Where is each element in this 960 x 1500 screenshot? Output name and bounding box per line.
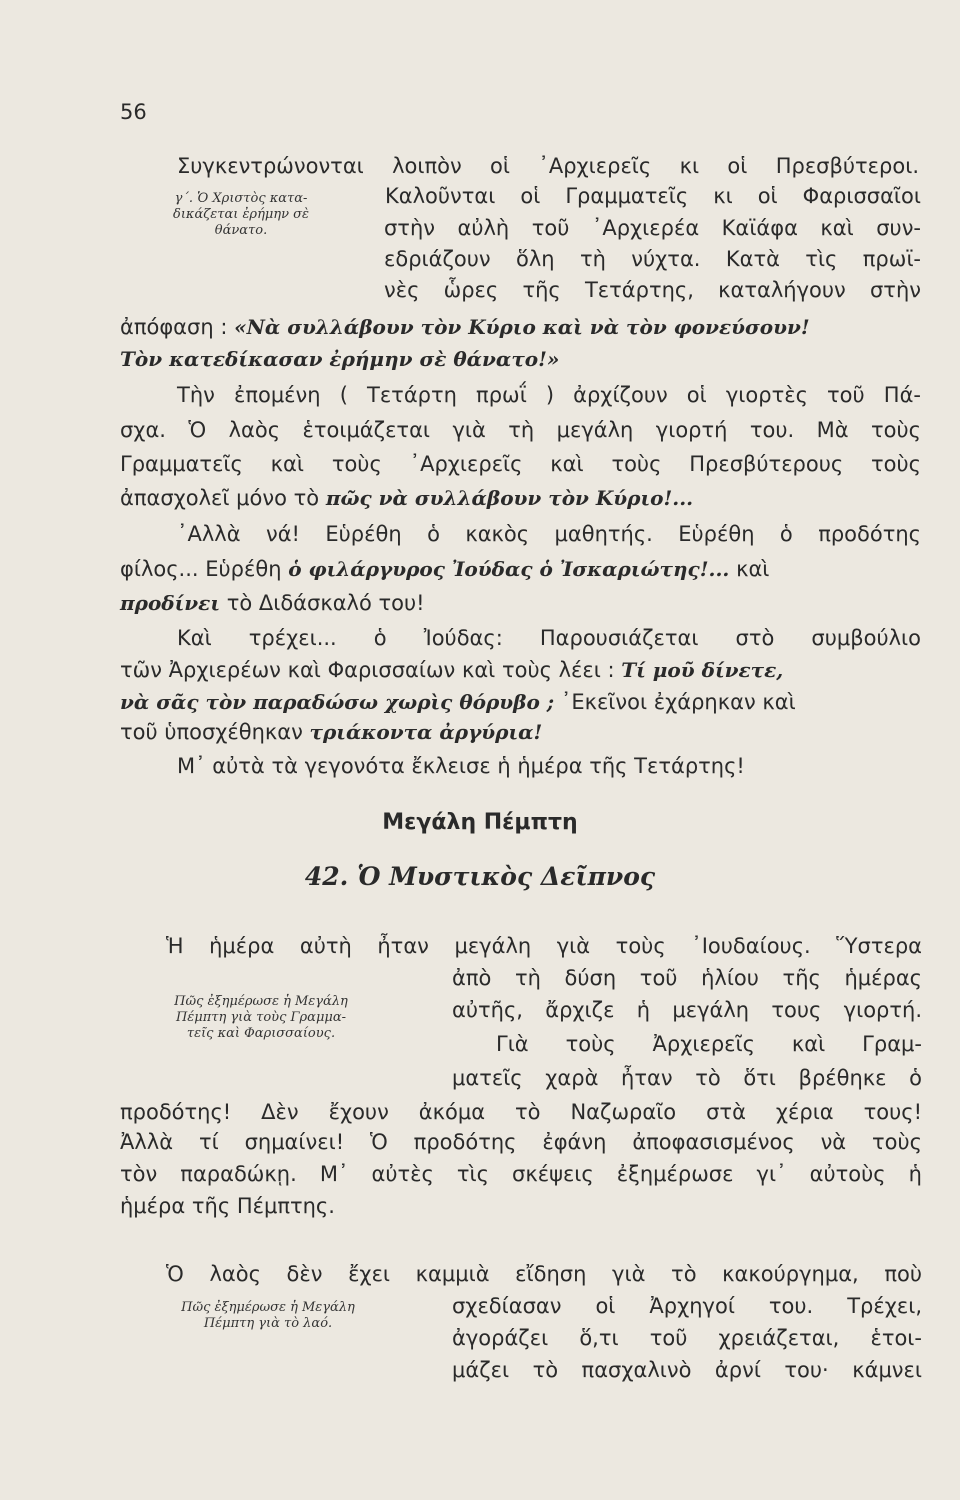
text-line [120,313,810,341]
text-line [120,589,425,617]
text-run: τὸ Διδάσκαλό του! [220,591,425,615]
emphasis-text: πῶς νὰ συλλάβουν τὸν Κύριο!... [325,486,694,510]
text-run: τῶν Ἀρχιερέων καὶ Φαρισσαίων καὶ τοὺς λέει : [120,658,622,682]
margin-note-line: τεῖς καὶ Φαρισσαίους. [186,1026,336,1041]
text-line: Συγκεντρώνονται λοιπὸν οἱ ᾿Αρχιερεῖς κι οἱ Πρεσβύτεροι. [177,154,919,178]
emphasis-text: Τὸν κατεδίκασαν ἐρήμην σὲ θάνατο!» [120,347,560,371]
text-line [120,555,769,583]
emphasis-text: νὰ σᾶς τὸν παραδώσω χωρὶς θόρυβο ; [120,690,555,714]
margin-note [128,1300,408,1332]
text-line: ἡμέρα τῆς Πέμπτης. [120,1194,335,1218]
text-line: Ἀλλὰ τί σημαίνει! Ὁ προδότης ἐφάνη ἀποφασισμένος νὰ τοὺς [120,1130,922,1154]
text-line [120,688,796,716]
text-run: ἀπόφαση : [120,315,235,339]
page-number: 56 [120,100,147,124]
text-run: ἀπασχολεῖ μόνο τὸ [120,486,326,510]
text-run: ᾿Εκεῖνοι ἐχάρηκαν καὶ [554,690,796,714]
chapter-number: 42. [304,862,349,891]
emphasis-text: «Νὰ συλλάβουν τὸν Κύριο καὶ νὰ τὸν φονεύσουν! [234,315,810,339]
text-line: Τὴν ἐπομένη ( Τετάρτη πρωΐ ) ἀρχίζουν οἱ γιορτὲς τοῦ Πά- [177,383,921,407]
text-line: ᾿Αλλὰ νά! Εὑρέθη ὁ κακὸς μαθητής. Εὑρέθη ὁ προδότης [177,522,921,546]
text-line: εδριάζουν ὅλη τὴ νύχτα. Κατὰ τὶς πρωϊ- [384,247,921,271]
text-line: αὐτῆς, ἄρχιζε ἡ μεγάλη τους γιορτή. [452,998,922,1022]
text-line: Μ᾿ αὐτὰ τὰ γεγονότα ἔκλεισε ἡ ἡμέρα τῆς Τετάρτης! [177,754,745,778]
text-line [120,484,693,512]
text-line: σχα. Ὁ λαὸς ἑτοιμάζεται γιὰ τὴ μεγάλη γιορτή του. Μὰ τοὺς [120,418,921,442]
margin-note [116,191,366,239]
text-line: Καὶ τρέχει... ὁ Ἰούδας: Παρουσιάζεται στὸ συμβούλιο [177,626,921,650]
text-line: μάζει τὸ πασχαλινὸ ἀρνί του· κάμνει [452,1358,922,1382]
emphasis-text: ὁ φιλάργυρος Ἰούδας ὁ Ἰσκαριώτης!... [288,557,730,581]
text-line: σχεδίασαν οἱ Ἀρχηγοί του. Τρέχει, [452,1294,922,1318]
emphasis-text: τριάκοντα ἀργύρια! [309,720,543,744]
text-line: ἀπὸ τὴ δύση τοῦ ἡλίου τῆς ἡμέρας [452,966,922,990]
chapter-name: Ὁ Μυστικὸς Δεῖπνος [357,862,656,891]
text-line [120,656,783,684]
text-line: νὲς ὧρες τῆς Τετάρτης, καταλήγουν στὴν [384,278,921,302]
margin-note [118,994,404,1042]
margin-note-line: θάνατο. [214,223,268,238]
text-line: Ὁ λαὸς δὲν ἔχει καμμιὰ εἴδηση γιὰ τὸ κακούργημα, ποὺ [166,1262,922,1286]
margin-note-line: γ΄. Ὁ Χριστὸς κατα- [174,191,308,206]
margin-note-line: Πέμπτη γιὰ τὸ λαό. [203,1316,333,1331]
text-line: προδότης! Δὲν ἔχουν ἀκόμα τὸ Ναζωραῖο στὰ χέρια τους! [120,1100,922,1124]
text-line: Ἡ ἡμέρα αὐτὴ ἦταν μεγάλη γιὰ τοὺς ᾿Ιουδαίους. Ὕστερα [166,934,922,958]
chapter-title [0,862,960,891]
text-run: τοῦ ὑποσχέθηκαν [120,720,310,744]
section-title: Μεγάλη Πέμπτη [382,810,578,835]
emphasis-text: προδίνει [120,591,221,615]
text-line: Γιὰ τοὺς Ἀρχιερεῖς καὶ Γραμ- [496,1032,922,1056]
text-line: τὸν παραδώκῃ. Μ᾿ αὐτὲς τὶς σκέψεις ἐξημέρωσε γι᾿ αὐτοὺς ἡ [120,1162,922,1186]
emphasis-text: Τί μοῦ δίνετε, [621,658,784,682]
text-line: στὴν αὐλὴ τοῦ ᾿Αρχιερέα Καϊάφα καὶ συν- [384,216,921,240]
text-line [120,345,559,373]
text-line: Καλοῦνται οἱ Γραμματεῖς κι οἱ Φαρισσαῖοι [385,184,921,208]
margin-note-line: Πῶς ἐξημέρωσε ἡ Μεγάλη [181,1300,355,1315]
text-line: ἀγοράζει ὅ,τι τοῦ χρειάζεται, ἑτοι- [452,1326,922,1350]
margin-note-line: Πῶς ἐξημέρωσε ἡ Μεγάλη [174,994,348,1009]
margin-note-line: δικάζεται ἐρήμην σὲ [173,207,309,222]
text-line [120,718,542,746]
text-line: Γραμματεῖς καὶ τοὺς ᾿Αρχιερεῖς καὶ τοὺς Πρεσβύτερους τοὺς [120,452,921,476]
margin-note-line: Πέμπτη γιὰ τοὺς Γραμμα- [175,1010,347,1025]
text-run: καὶ [729,557,770,581]
text-run: φίλος... Εὑρέθη [120,557,289,581]
text-line: ματεῖς χαρὰ ἦταν τὸ ὅτι βρέθηκε ὁ [452,1066,922,1090]
